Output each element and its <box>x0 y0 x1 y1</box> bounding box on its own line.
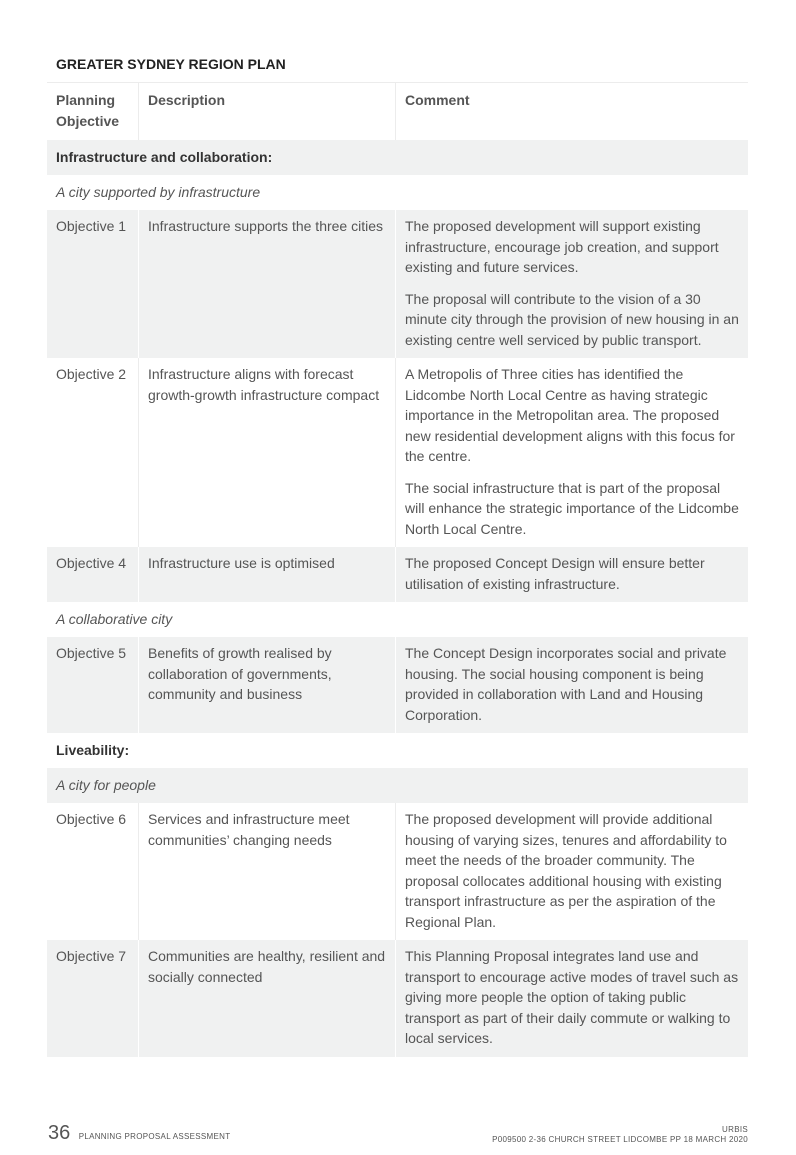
description-cell: Infrastructure use is optimised <box>139 547 396 602</box>
section-heading: Infrastructure and collaboration: <box>47 140 748 175</box>
footer-right <box>492 1125 748 1145</box>
table-row <box>47 547 748 602</box>
description-cell: Infrastructure aligns with forecast growth-growth infrastructure compact <box>139 358 396 547</box>
comment-paragraph: The social infrastructure that is part of the proposal will enhance the strategic importance of the Lidcombe North Local Centre. <box>405 479 739 537</box>
objective-cell: Objective 4 <box>47 547 139 602</box>
objective-cell: Objective 7 <box>47 940 139 1057</box>
page-number: 36 <box>48 1122 71 1144</box>
subheading: A collaborative city <box>47 602 748 637</box>
table-title-row <box>47 47 748 83</box>
subheading-row <box>47 768 748 803</box>
table-title: GREATER SYDNEY REGION PLAN <box>47 47 748 83</box>
footer-section-label: PLANNING PROPOSAL ASSESSMENT <box>78 1132 231 1141</box>
objective-cell: Objective 1 <box>47 210 139 358</box>
section-heading-row <box>47 733 748 768</box>
description-cell: Infrastructure supports the three cities <box>139 210 396 358</box>
objective-cell: Objective 2 <box>47 358 139 547</box>
objective-cell: Objective 6 <box>47 803 139 940</box>
footer-document-ref: P009500 2-36 CHURCH STREET LIDCOMBE PP 18 MARCH 2020 <box>492 1135 748 1144</box>
header-comment: Comment <box>396 83 749 141</box>
subheading-row <box>47 175 748 210</box>
comment-paragraph: The proposed development will provide additional housing of varying sizes, tenures and affordability to meet the needs of the broader community. The proposal collocates additional housing with existing transport infrastructure as per the aspiration of the Regional Plan. <box>405 811 727 930</box>
table-row <box>47 803 748 940</box>
footer-company: URBIS <box>722 1125 748 1134</box>
subheading: A city supported by infrastructure <box>47 175 748 210</box>
comment-cell <box>396 358 749 547</box>
table-row <box>47 358 748 547</box>
table-row <box>47 637 748 733</box>
header-planning-objective: Planning Objective <box>56 92 120 129</box>
table-header-row <box>47 83 748 141</box>
header-description: Description <box>139 83 396 141</box>
comment-paragraph: The Concept Design incorporates social and private housing. The social housing component is being provided in collaboration with Land and Housing Corporation. <box>405 645 727 723</box>
comment-paragraph: The proposed Concept Design will ensure better utilisation of existing infrastructure. <box>405 555 705 592</box>
comment-paragraph: A Metropolis of Three cities has identified the Lidcombe North Local Centre as having strategic importance in the Metropolitan area. The proposed new residential development aligns with this focus for the centre. <box>405 366 735 464</box>
table-row <box>47 940 748 1057</box>
comment-cell <box>396 940 749 1057</box>
section-heading-row <box>47 140 748 175</box>
comment-cell <box>396 547 749 602</box>
region-plan-table <box>47 47 748 1057</box>
comment-paragraph: This Planning Proposal integrates land use and transport to encourage active modes of travel such as giving more people the option of taking public transport as part of their daily commute or walking to local services. <box>405 948 739 1046</box>
subheading: A city for people <box>47 768 748 803</box>
comment-cell <box>396 210 749 358</box>
footer-left <box>48 1122 230 1145</box>
subheading-row <box>47 602 748 637</box>
comment-cell <box>396 803 749 940</box>
objective-cell: Objective 5 <box>47 637 139 733</box>
section-heading: Liveability: <box>47 733 748 768</box>
comment-paragraph: The proposal will contribute to the vision of a 30 minute city through the provision of new housing in an existing centre well serviced by public transport. <box>405 290 739 348</box>
description-cell: Benefits of growth realised by collaboration of governments, community and business <box>139 637 396 733</box>
comment-cell <box>396 637 749 733</box>
table-row <box>47 210 748 358</box>
description-cell: Services and infrastructure meet communities’ changing needs <box>139 803 396 940</box>
comment-paragraph: The proposed development will support existing infrastructure, encourage job creation, and support existing and future services. <box>405 218 719 275</box>
description-cell: Communities are healthy, resilient and socially connected <box>139 940 396 1057</box>
